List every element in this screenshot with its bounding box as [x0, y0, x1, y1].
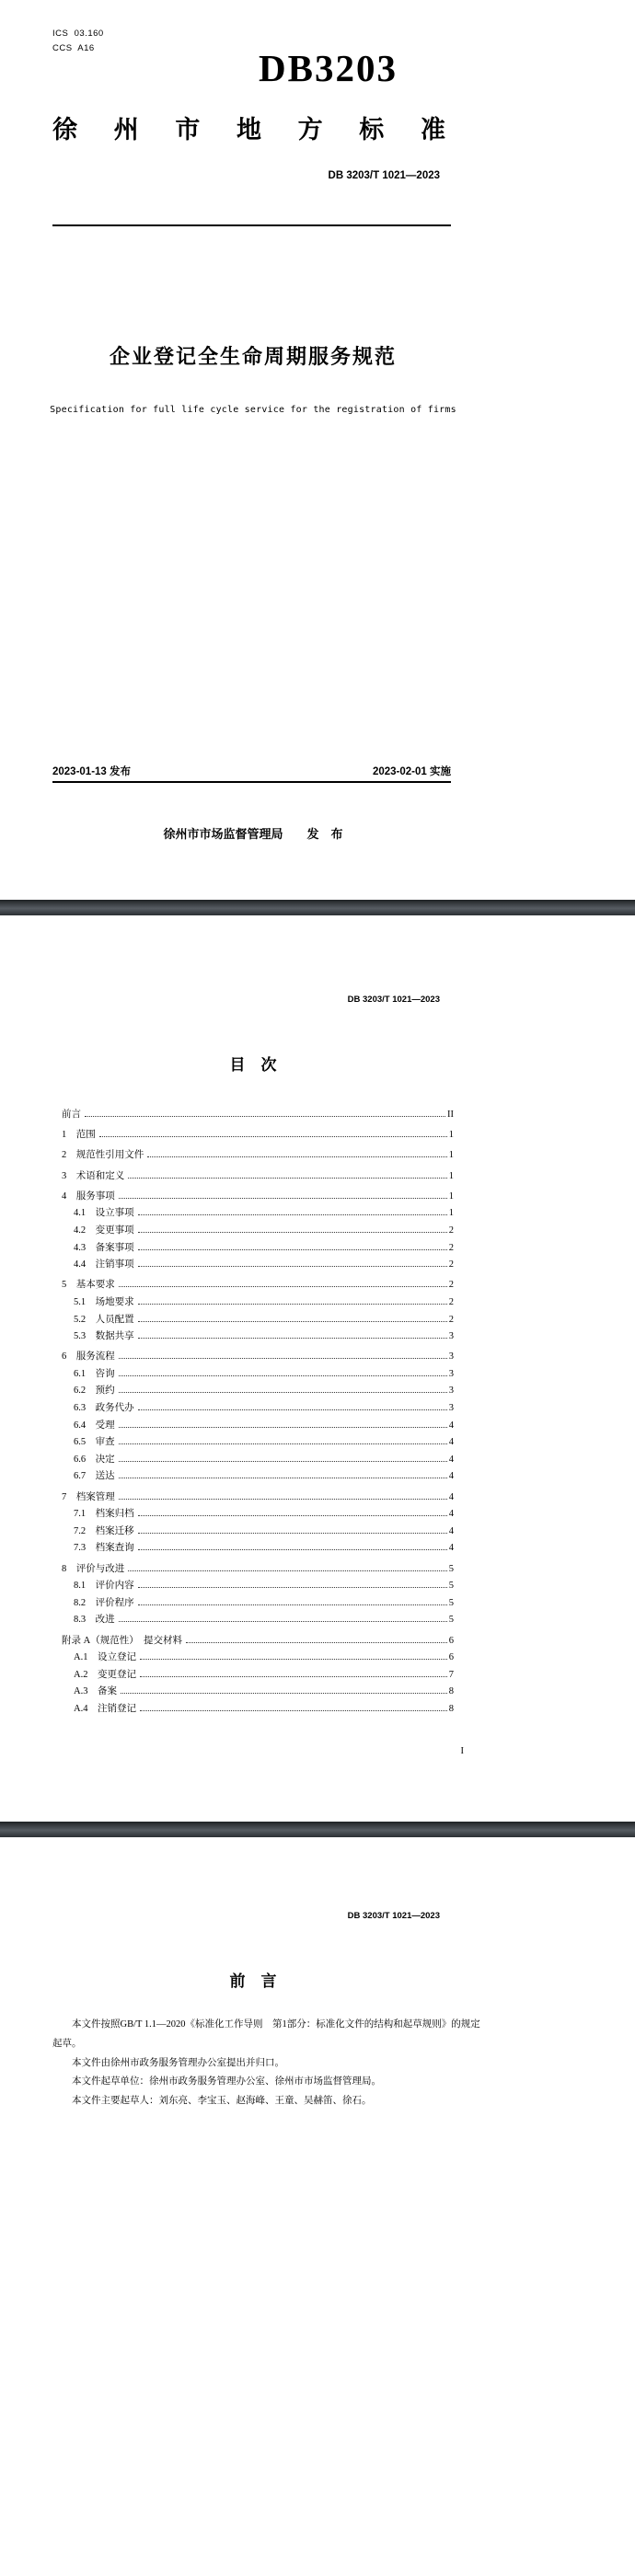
- toc-entry-label: 4.1 设立事项: [74, 1208, 134, 1219]
- toc-entry-label: 5 基本要求: [62, 1280, 115, 1291]
- toc-entry-label: 4.3 备案事项: [74, 1242, 134, 1253]
- toc-entry: [62, 1403, 454, 1420]
- toc-leader-dots: [138, 1214, 447, 1215]
- toc-entry-page: 3: [448, 1351, 454, 1363]
- toc-entry: [62, 1369, 454, 1386]
- toc-entry-page: 1: [448, 1190, 454, 1202]
- page-header-doc-number: DB 3203/T 1021—2023: [347, 995, 440, 1005]
- toc-entry-page: 2: [448, 1296, 454, 1307]
- toc-entry-label: 4.4 注销事项: [74, 1259, 134, 1271]
- toc-entry: [62, 1191, 454, 1209]
- toc-leader-dots: [121, 1693, 447, 1694]
- toc-entry: [62, 1581, 454, 1598]
- toc-entry-label: A.2 变更登记: [74, 1669, 136, 1680]
- toc-entry-label: 8.3 改进: [74, 1615, 115, 1626]
- standard-type-char: 标: [359, 116, 385, 144]
- toc-entry: [62, 1564, 454, 1581]
- cover-doc-number: DB 3203/T 1021—2023: [328, 170, 440, 181]
- toc-leader-dots: [138, 1304, 447, 1305]
- toc-leader-dots: [119, 1358, 447, 1359]
- toc-entry-label: 7.3 档案查询: [74, 1543, 134, 1554]
- toc-leader-dots: [140, 1710, 447, 1711]
- toc-entry-label: 5.3 数据共享: [74, 1331, 134, 1342]
- toc-leader-dots: [138, 1249, 447, 1250]
- toc-entry-label: 6.3 政务代办: [74, 1403, 134, 1414]
- foreword-line: 本文件按照GB/T 1.1—2020《标准化工作导则 第1部分：标准化文件的结构和起草规则》的规定: [72, 2019, 480, 2030]
- toc-leader-dots: [138, 1515, 447, 1516]
- foreword-line: 本文件主要起草人：刘东亮、李宝玉、赵海峰、王童、吴赫笛、徐石。: [72, 2096, 372, 2107]
- toc-leader-dots: [138, 1266, 447, 1267]
- toc-entry: [62, 1704, 454, 1721]
- toc-title: 目 次: [229, 1056, 277, 1074]
- toc-leader-dots: [85, 1116, 445, 1117]
- toc-entry: [62, 1526, 454, 1544]
- page-number-roman: I: [460, 1746, 464, 1756]
- toc-leader-dots: [140, 1659, 447, 1660]
- toc-entry-page: II: [447, 1110, 454, 1120]
- toc-entry-page: 2: [448, 1259, 454, 1271]
- toc-entry: [62, 1171, 454, 1189]
- toc-entry-page: 5: [448, 1563, 454, 1574]
- toc-entry-label: 附录 A（规范性） 提交材料: [62, 1635, 182, 1646]
- toc-entry: [62, 1636, 454, 1653]
- toc-entry-label: 8.2 评价程序: [74, 1597, 134, 1608]
- toc-entry-label: 6 服务流程: [62, 1351, 115, 1363]
- standard-type-char: 州: [113, 116, 139, 144]
- toc-entry-page: 2: [448, 1314, 454, 1325]
- standard-type-char: 地: [236, 116, 261, 144]
- toc-entry: [62, 1130, 454, 1147]
- toc-entry-page: 6: [448, 1652, 454, 1663]
- toc-entry-page: 1: [448, 1208, 454, 1219]
- toc-entry-label: 4.2 变更事项: [74, 1225, 134, 1236]
- toc-entry: [62, 1420, 454, 1438]
- toc-entry-page: 1: [448, 1130, 454, 1141]
- foreword-line: 本文件由徐州市政务服务管理办公室提出并归口。: [72, 2057, 284, 2068]
- toc-leader-dots: [186, 1642, 447, 1643]
- toc-entry: [62, 1297, 454, 1315]
- toc-entry-page: 4: [448, 1491, 454, 1502]
- toc-entry-page: 8: [448, 1703, 454, 1714]
- toc-entry-page: 2: [448, 1225, 454, 1236]
- toc-leader-dots: [119, 1198, 447, 1199]
- toc-entry-page: 4: [448, 1543, 454, 1554]
- toc-entry-label: A.4 注销登记: [74, 1703, 136, 1714]
- toc-leader-dots: [119, 1443, 447, 1444]
- toc-leader-dots: [119, 1499, 447, 1500]
- toc-entry: [62, 1543, 454, 1560]
- issue-date: 2023-01-13 发布: [52, 766, 132, 777]
- toc-entry: [62, 1351, 454, 1369]
- toc-entry-page: 5: [448, 1597, 454, 1608]
- cover-top-rule: [52, 224, 451, 226]
- toc-entry-page: 2: [448, 1242, 454, 1253]
- toc-entry: [62, 1315, 454, 1332]
- standard-type-char: 方: [297, 116, 323, 144]
- toc-entry-label: 前言: [62, 1110, 81, 1120]
- toc-entry-page: 6: [448, 1635, 454, 1646]
- implementation-date: 2023-02-01 实施: [372, 766, 451, 777]
- toc-leader-dots: [138, 1321, 447, 1322]
- toc-entry-page: 4: [448, 1420, 454, 1431]
- toc-entry: [62, 1455, 454, 1472]
- toc-entry-page: 4: [448, 1509, 454, 1520]
- toc-entry: [62, 1509, 454, 1526]
- toc-entry: [62, 1492, 454, 1510]
- toc-leader-dots: [140, 1676, 447, 1677]
- toc-leader-dots: [138, 1587, 447, 1588]
- toc-entry: [62, 1615, 454, 1632]
- db-standard-logo: DB3203: [259, 47, 398, 89]
- toc-entry-page: 4: [448, 1454, 454, 1465]
- toc-entry-page: 7: [448, 1669, 454, 1680]
- standard-type-title: [52, 113, 445, 146]
- foreword-paragraphs: [52, 2016, 480, 2111]
- cover-bottom-rule: [52, 781, 451, 783]
- toc-entry-page: 3: [448, 1386, 454, 1397]
- toc-entry: [62, 1652, 454, 1670]
- toc-entry-label: 7 档案管理: [62, 1491, 115, 1502]
- toc-entry: [62, 1208, 454, 1225]
- toc-entry-page: 8: [448, 1686, 454, 1697]
- standard-type-char: 徐: [52, 116, 77, 144]
- toc-entry-page: 5: [448, 1581, 454, 1592]
- toc-entry-label: A.1 设立登记: [74, 1652, 136, 1663]
- toc-entry-page: 5: [448, 1615, 454, 1626]
- toc-entry: [62, 1670, 454, 1687]
- toc-entry-page: 4: [448, 1525, 454, 1536]
- toc-entry: [62, 1150, 454, 1167]
- toc-entry-page: 4: [448, 1471, 454, 1482]
- toc-entry-label: 2 规范性引用文件: [62, 1150, 144, 1161]
- toc-entry-label: 5.2 人员配置: [74, 1314, 134, 1325]
- toc-entry-label: 8 评价与改进: [62, 1563, 125, 1574]
- foreword-line: 起草。: [52, 2038, 82, 2049]
- toc-leader-dots: [147, 1156, 447, 1157]
- ics-code: ICS 03.160: [52, 29, 104, 39]
- toc-entry-label: 6.7 送达: [74, 1471, 115, 1482]
- standard-type-char: 准: [420, 116, 445, 144]
- toc-entry-label: 7.2 档案迁移: [74, 1525, 134, 1536]
- toc-leader-dots: [128, 1178, 447, 1179]
- toc-leader-dots: [138, 1232, 447, 1233]
- toc-entry-label: 1 范围: [62, 1130, 96, 1141]
- toc-leader-dots: [138, 1549, 447, 1550]
- toc-entry-page: 3: [448, 1368, 454, 1379]
- toc-entry-page: 1: [448, 1170, 454, 1181]
- toc-leader-dots: [119, 1286, 447, 1287]
- toc-entry-page: 3: [448, 1331, 454, 1342]
- standard-title-zh: 企业登记全生命周期服务规范: [109, 345, 397, 368]
- toc-entry-page: 2: [448, 1280, 454, 1291]
- toc-entry: [62, 1280, 454, 1297]
- toc-leader-dots: [138, 1604, 447, 1605]
- toc-entry: [62, 1471, 454, 1489]
- toc-leader-dots: [138, 1533, 447, 1534]
- toc-leader-dots: [119, 1392, 447, 1393]
- toc-entry-label: 6.4 受理: [74, 1420, 115, 1431]
- toc-leader-dots: [99, 1136, 447, 1137]
- toc-entry: [62, 1386, 454, 1403]
- toc-entry: [62, 1686, 454, 1704]
- toc-entry-label: A.3 备案: [74, 1686, 117, 1697]
- toc-entry-label: 4 服务事项: [62, 1190, 115, 1202]
- toc-entry-page: 1: [448, 1150, 454, 1161]
- toc-entry-label: 6.6 决定: [74, 1454, 115, 1465]
- toc-leader-dots: [119, 1461, 447, 1462]
- toc-entry-label: 6.1 咨询: [74, 1368, 115, 1379]
- page-header-doc-number: DB 3203/T 1021—2023: [347, 1911, 440, 1921]
- standard-type-char: 市: [175, 116, 201, 144]
- toc-leader-dots: [138, 1409, 447, 1410]
- foreword-line: 本文件起草单位：徐州市政务服务管理办公室、徐州市市场监督管理局。: [72, 2076, 381, 2087]
- toc-leader-dots: [128, 1570, 447, 1571]
- ccs-code: CCS A16: [52, 43, 95, 53]
- toc-entry: [62, 1598, 454, 1616]
- toc-entry-label: 5.1 场地要求: [74, 1296, 134, 1307]
- toc-entry-label: 6.2 预约: [74, 1386, 115, 1397]
- toc-entry-label: 3 术语和定义: [62, 1170, 125, 1181]
- toc-entry: [62, 1110, 454, 1127]
- toc-leader-dots: [119, 1427, 447, 1428]
- toc-entry-label: 7.1 档案归档: [74, 1509, 134, 1520]
- toc-entry: [62, 1243, 454, 1260]
- toc-leader-dots: [119, 1621, 447, 1622]
- toc-list: [62, 1110, 454, 1721]
- toc-entry-label: 8.1 评价内容: [74, 1581, 134, 1592]
- publisher-line: 徐州市市场监督管理局 发 布: [163, 827, 343, 841]
- toc-entry: [62, 1331, 454, 1349]
- page-separator: [0, 900, 635, 915]
- foreword-title: 前 言: [229, 1972, 277, 1990]
- toc-entry: [62, 1437, 454, 1455]
- toc-entry-page: 4: [448, 1437, 454, 1448]
- toc-entry-label: 6.5 审查: [74, 1437, 115, 1448]
- page-separator: [0, 1822, 635, 1837]
- toc-entry-page: 3: [448, 1403, 454, 1414]
- toc-entry: [62, 1259, 454, 1277]
- standard-title-en: Specification for full life cycle service for the registration of firms: [50, 405, 456, 415]
- toc-leader-dots: [119, 1375, 447, 1376]
- toc-leader-dots: [138, 1338, 447, 1339]
- toc-entry: [62, 1225, 454, 1243]
